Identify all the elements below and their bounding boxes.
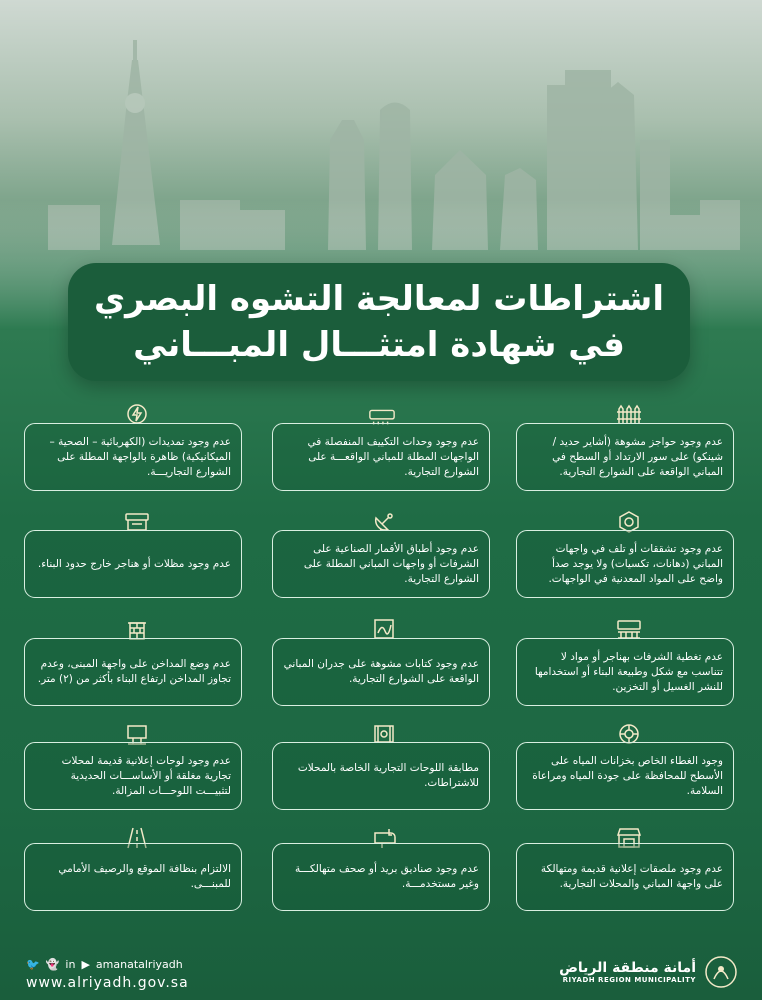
requirement-card-2 <box>272 423 490 491</box>
requirement-card-5 <box>272 530 490 598</box>
requirement-card-7 <box>516 638 734 706</box>
org-name-english: RIYADH REGION MUNICIPALITY <box>562 976 696 984</box>
requirement-card-9 <box>24 638 242 706</box>
requirement-card-13 <box>516 843 734 911</box>
requirement-text: عدم وجود صناديق بريد أو صحف متهالكـــة وغير مستخدمـــة. <box>295 863 479 890</box>
requirement-text: مطابقة اللوحات التجارية الخاصة بالمحلات للاشتراطات. <box>297 762 479 789</box>
requirement-text: عدم وجود ملصقات إعلانية قديمة ومتهالكة على واجهة المباني والمحلات التجارية. <box>540 863 723 890</box>
requirement-card-3 <box>24 423 242 491</box>
requirement-card-10 <box>516 742 734 810</box>
requirement-text: وجود الغطاء الخاص بخزانات المياه على الأسطح للمحافظة على جودة المياه ومراعاة السلامة. <box>532 754 723 797</box>
youtube-icon[interactable]: ▶ <box>81 958 90 971</box>
org-name-arabic: أمانة منطقة الرياض <box>559 960 696 976</box>
requirement-card-12 <box>24 742 242 810</box>
requirement-text: عدم وجود تمديدات (الكهربائية – الصحية – الميكانيكية) ظاهرة بالواجهة المطلة على الشوارع التجاريـــة. <box>49 435 231 478</box>
website-link[interactable]: www.alriyadh.gov.sa <box>26 975 189 991</box>
snapchat-icon[interactable]: 👻 <box>45 958 60 971</box>
requirement-card-15 <box>24 843 242 911</box>
requirement-text: عدم وجود حواجز مشوهة (أشاير حديد / شينكو) على سور الارتداد أو السطح في المباني الواقعة على الشوارع التجارية. <box>552 435 723 478</box>
requirement-text: عدم وجود وحدات التكييف المنفصلة في الواجهات المطلة للمباني الواقعـــة على الشوارع التجارية. <box>307 435 479 478</box>
requirement-text: عدم وجود لوحات إعلانية قديمة لمحلات تجارية مغلقة أو الأساســـات الحديدية لتثبيـــت اللوحـــات المزالة. <box>61 754 231 797</box>
footer-logo <box>559 955 738 989</box>
footer-social <box>26 958 189 991</box>
title-line-1: اشتراطات لمعالجة التشوه البصري <box>93 279 665 319</box>
requirement-text: عدم تغطية الشرفات بهناجر أو مواد لا تتناسب مع شكل وطبيعة البناء أو استخدامها للنشر الغسيل أو التخزين. <box>534 650 723 693</box>
linkedin-icon[interactable]: in <box>65 958 76 971</box>
requirement-card-8 <box>272 638 490 706</box>
requirement-text: عدم وضع المداخن على واجهة المبنى، وعدم تجاوز المداخن ارتفاع البناء بأكثر من (٢) متر. <box>37 658 231 685</box>
requirement-card-6 <box>24 530 242 598</box>
social-handle[interactable]: amanatalriyadh <box>95 958 183 971</box>
requirement-text: عدم وجود تشققات أو تلف في واجهات المباني (دهانات، تكسيات) ولا يوجد صدأ واضح على المواد المعدنية في الواجهات. <box>548 542 723 585</box>
twitter-icon[interactable]: 🐦 <box>26 958 40 971</box>
requirement-card-4 <box>516 530 734 598</box>
requirement-card-1 <box>516 423 734 491</box>
requirement-card-11 <box>272 742 490 810</box>
requirement-text: عدم وجود مظلات أو هناجر خارج حدود البناء. <box>37 557 231 570</box>
requirement-text: عدم وجود كتابات مشوهة على جدران المباني الواقعة على الشوارع التجارية. <box>283 658 479 685</box>
municipality-emblem-icon <box>704 955 738 989</box>
title-line-2: في شهادة امتثـــال المبـــاني <box>133 325 625 365</box>
requirement-text: الالتزام بنظافة الموقع والرصيف الأمامي للمبنـــى. <box>58 863 231 890</box>
title-banner <box>68 263 690 381</box>
requirement-card-14 <box>272 843 490 911</box>
requirement-text: عدم وجود أطباق الأقمار الصناعية على الشرفات أو واجهات المباني المطلة على الشوارع التجارية. <box>303 542 479 585</box>
